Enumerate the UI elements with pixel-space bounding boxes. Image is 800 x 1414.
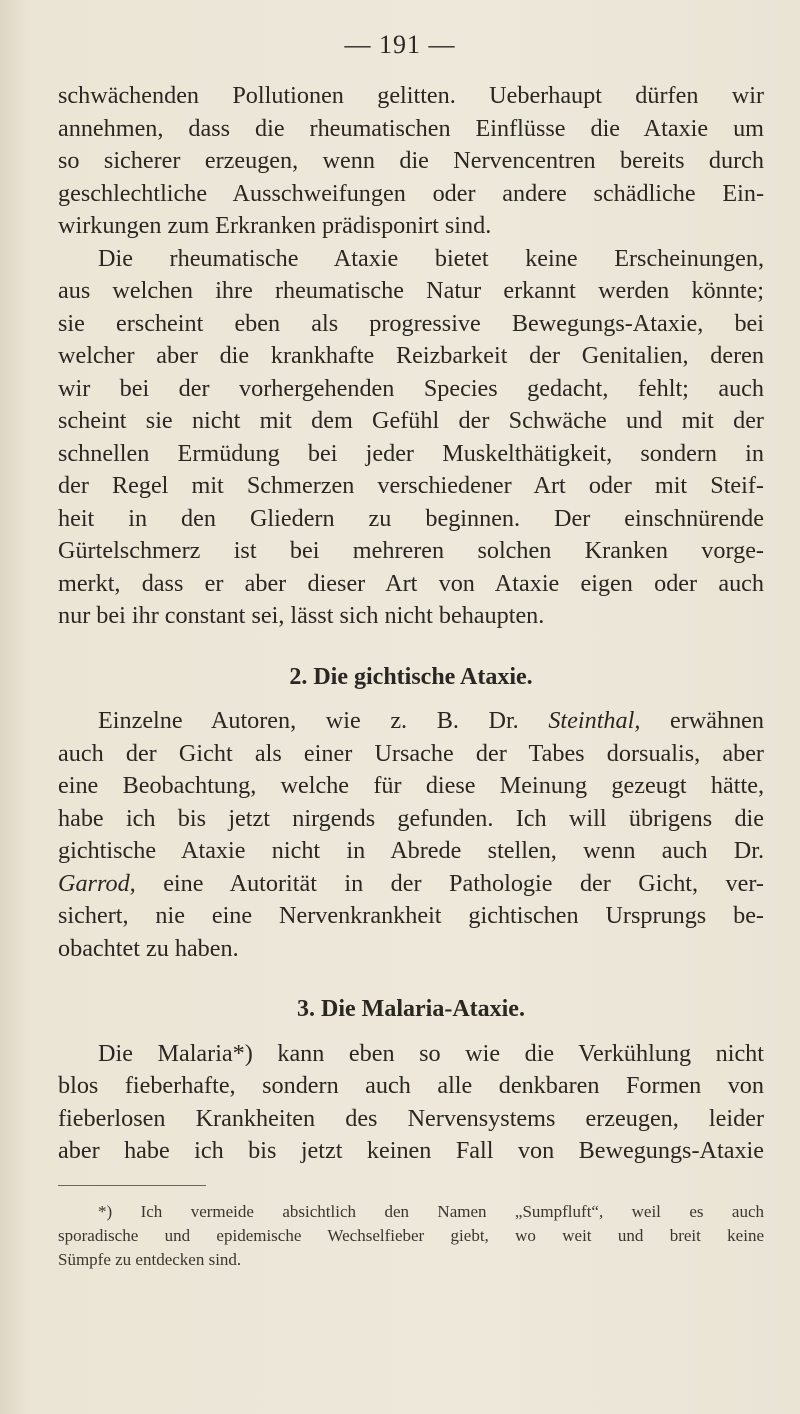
text-line: heit in den Gliedern zu beginnen. Der einschnürende bbox=[58, 504, 764, 532]
text-line: sie erscheint eben als progressive Bewegungs-Ataxie, bei bbox=[58, 309, 764, 337]
text-line: nur bei ihr constant sei, lässt sich nicht behaupten. bbox=[58, 602, 545, 629]
text-line: aber habe ich bis jetzt keinen Fall von Bewegungs-Ataxie bbox=[58, 1137, 764, 1164]
text-line: Gürtelschmerz ist bei mehreren solchen Kranken vorge- bbox=[58, 537, 764, 564]
paragraph-continued bbox=[58, 80, 764, 243]
author-name-garrod: Garrod, bbox=[58, 869, 136, 897]
text-fragment: erwähnen bbox=[640, 707, 764, 734]
paragraph-gout-ataxia bbox=[58, 705, 764, 965]
text-line: sichert, nie eine Nervenkrankheit gichtischen Ursprungs be- bbox=[58, 902, 764, 929]
text-line: auch der Gicht als einer Ursache der Tabes dorsualis, aber bbox=[58, 739, 764, 767]
text-line: eine Beobachtung, welche für diese Meinung gezeugt hätte, bbox=[58, 772, 764, 799]
footnote-divider bbox=[58, 1185, 206, 1186]
text-line: scheint sie nicht mit dem Gefühl der Schwäche und mit der bbox=[58, 407, 764, 434]
footnote-line: Sümpfe zu entdecken sind. bbox=[58, 1250, 242, 1269]
text-line: blos fieberhafte, sondern auch alle denkbaren Formen von bbox=[58, 1072, 764, 1099]
text-line: geschlechtliche Ausschweifungen oder andere schädliche Ein- bbox=[58, 179, 764, 207]
text-line: obachtet zu haben. bbox=[58, 934, 239, 962]
text-fragment: Einzelne Autoren, wie z. B. Dr. bbox=[98, 707, 549, 734]
text-line: aus welchen ihre rheumatische Natur erkannt werden könnte; bbox=[58, 277, 764, 304]
main-text bbox=[58, 80, 764, 1168]
footnote bbox=[58, 1200, 764, 1272]
text-line: der Regel mit Schmerzen verschiedener Art oder mit Steif- bbox=[58, 472, 764, 499]
text-line: welcher aber die krankhafte Reizbarkeit der Genitalien, deren bbox=[58, 342, 764, 369]
text-fragment: eine Autorität in der Pathologie der Gicht, ver- bbox=[135, 869, 764, 897]
section-heading-malaria-ataxia: 3. Die Malaria-Ataxie. bbox=[297, 996, 525, 1022]
footnote-line: *) Ich vermeide absichtlich den Namen „Sumpfluft“, weil es auch bbox=[98, 1202, 764, 1221]
text-line: fieberlosen Krankheiten des Nervensystems erzeugen, leider bbox=[58, 1104, 764, 1132]
text-line: so sicherer erzeugen, wenn die Nervencentren bereits durch bbox=[58, 147, 764, 174]
paragraph-rheumatic-ataxia bbox=[58, 243, 764, 633]
text-line: wirkungen zum Erkranken prädisponirt sind. bbox=[58, 212, 492, 239]
text-line: annehmen, dass die rheumatischen Einflüsse die Ataxie um bbox=[58, 114, 764, 142]
text-line: habe ich bis jetzt nirgends gefunden. Ich will übrigens die bbox=[58, 804, 764, 832]
text-line bbox=[58, 868, 764, 901]
text-line: wir bei der vorhergehenden Species gedacht, fehlt; auch bbox=[58, 374, 764, 402]
text-line: gichtische Ataxie nicht in Abrede stellen, wenn auch Dr. bbox=[58, 837, 764, 864]
paragraph-malaria-ataxia bbox=[58, 1038, 764, 1168]
text-line: Die rheumatische Ataxie bietet keine Erscheinungen, bbox=[98, 244, 764, 272]
text-line: Die Malaria*) kann eben so wie die Verkühlung nicht bbox=[98, 1039, 764, 1067]
text-line: merkt, dass er aber dieser Art von Ataxie eigen oder auch bbox=[58, 569, 764, 597]
section-heading-gout-ataxia: 2. Die gichtische Ataxie. bbox=[289, 663, 533, 690]
author-name-steinthal: Steinthal, bbox=[548, 707, 641, 734]
text-line bbox=[58, 705, 764, 738]
page-number: — 191 — bbox=[344, 30, 456, 59]
text-line: schwächenden Pollutionen gelitten. Ueberhaupt dürfen wir bbox=[58, 82, 764, 109]
footnote-line: sporadische und epidemische Wechselfieber giebt, wo weit und breit keine bbox=[58, 1226, 764, 1245]
text-line: schnellen Ermüdung bei jeder Muskelthätigkeit, sondern in bbox=[58, 439, 764, 467]
